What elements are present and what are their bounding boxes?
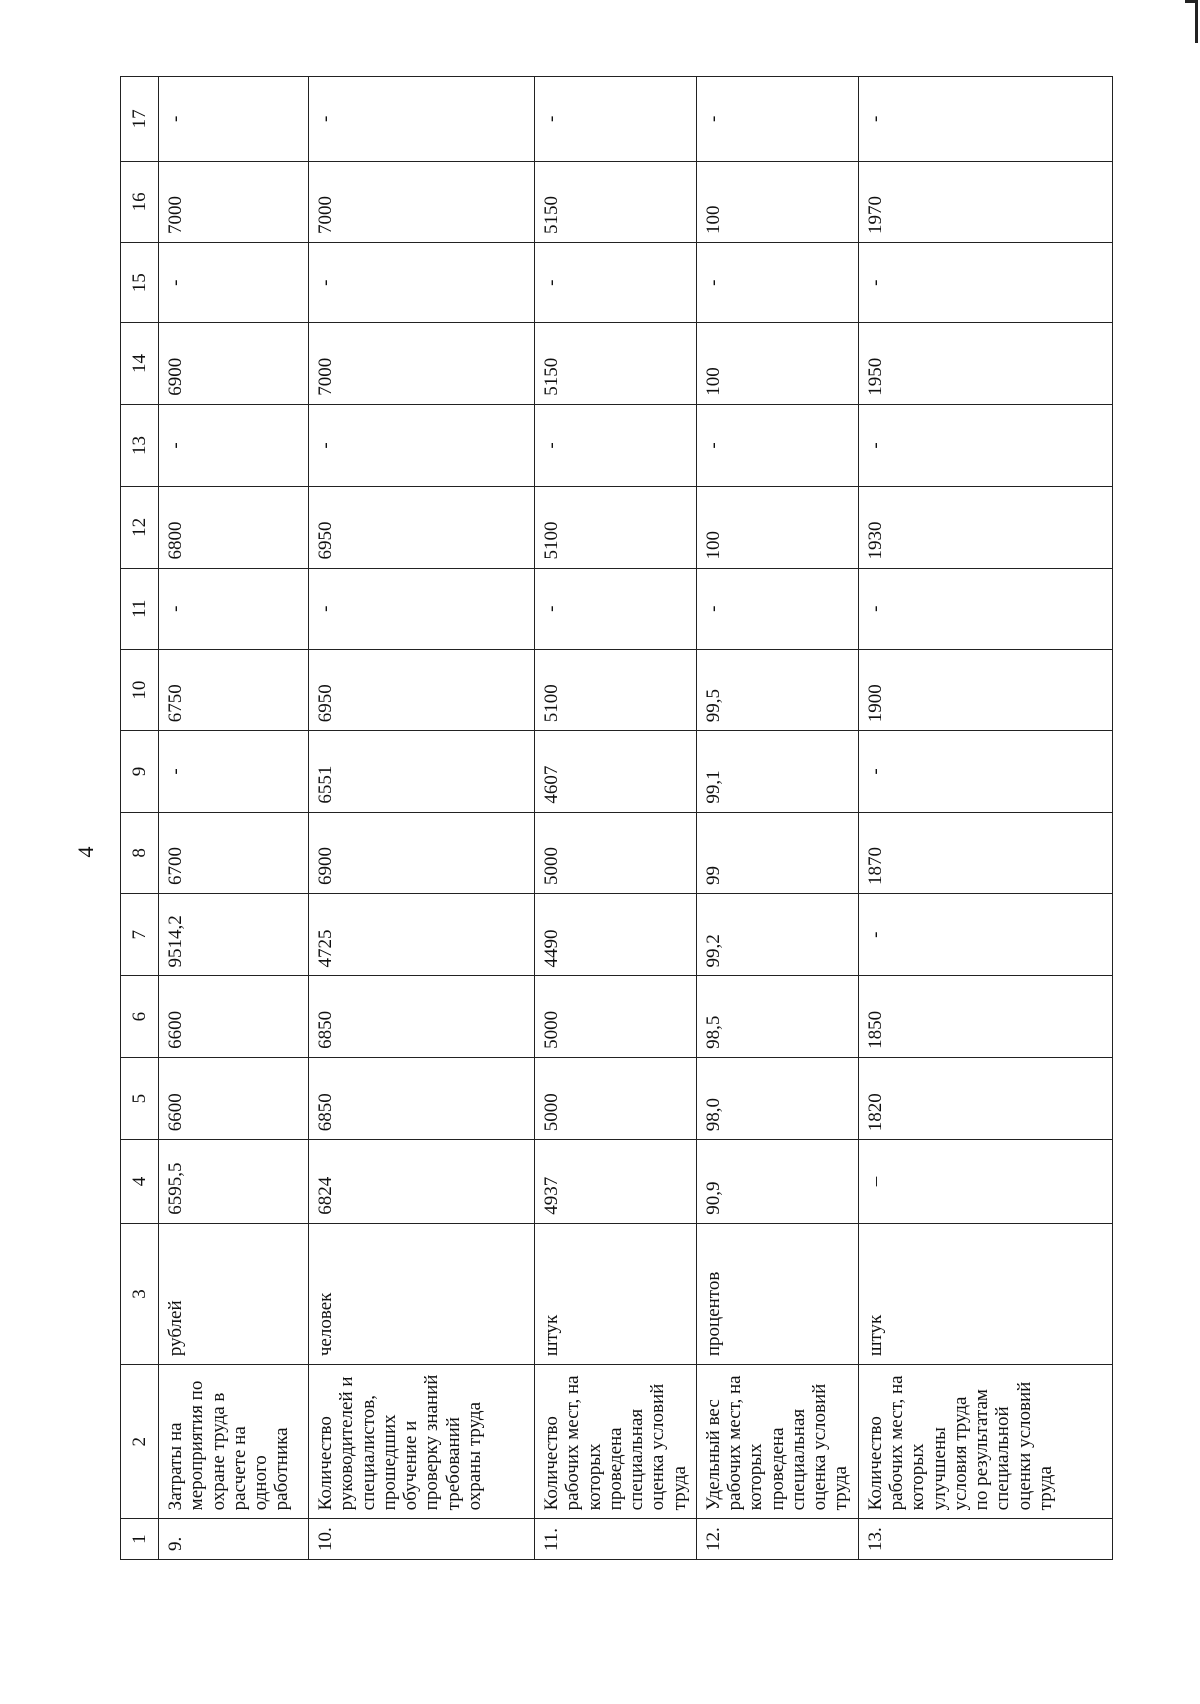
table-row	[535, 77, 697, 1560]
value-cell: 90,9	[696, 1140, 858, 1224]
column-header: 6	[121, 976, 159, 1057]
table-row	[309, 77, 535, 1560]
value-cell: -	[159, 77, 309, 162]
row-number-cell: 12.	[696, 1519, 858, 1560]
column-header: 16	[121, 161, 159, 242]
value-cell: -	[309, 243, 535, 323]
value-cell: 100	[696, 323, 858, 404]
value-cell: 5150	[535, 161, 697, 242]
value-cell: 5150	[535, 323, 697, 404]
value-cell: -	[535, 568, 697, 649]
value-cell: 7000	[309, 323, 535, 404]
value-cell: 99,5	[696, 649, 858, 730]
page-number: 4	[73, 846, 98, 858]
table-row	[696, 77, 858, 1560]
value-cell: 5000	[535, 812, 697, 893]
value-cell: -	[858, 731, 1112, 812]
row-number-cell: 9.	[159, 1519, 309, 1560]
value-cell: 4490	[535, 894, 697, 976]
value-cell: 1850	[858, 976, 1112, 1057]
unit-cell: штук	[535, 1223, 697, 1364]
value-cell: 4725	[309, 894, 535, 976]
column-header: 7	[121, 894, 159, 976]
column-header: 14	[121, 323, 159, 404]
column-header: 12	[121, 487, 159, 568]
column-header: 8	[121, 812, 159, 893]
unit-cell: штук	[858, 1223, 1112, 1364]
value-cell: 1820	[858, 1057, 1112, 1139]
value-cell: -	[858, 77, 1112, 162]
value-cell: 4937	[535, 1140, 697, 1224]
row-number-cell: 11.	[535, 1519, 697, 1560]
value-cell: -	[696, 77, 858, 162]
value-cell: 100	[696, 487, 858, 568]
value-cell: 6595,5	[159, 1140, 309, 1224]
value-cell: –	[858, 1140, 1112, 1224]
table-header-row	[121, 77, 159, 1560]
indicator-name-cell: Количество рабочих мест, на которых улучшены условия труда по результатам специальной оценки условий труда	[858, 1365, 1112, 1519]
column-header: 3	[121, 1223, 159, 1364]
value-cell: -	[309, 568, 535, 649]
unit-cell: процентов	[696, 1223, 858, 1364]
column-header: 2	[121, 1365, 159, 1519]
value-cell: 6600	[159, 976, 309, 1057]
value-cell: -	[159, 568, 309, 649]
value-cell: 99	[696, 812, 858, 893]
table-row	[159, 77, 309, 1560]
value-cell: 100	[696, 161, 858, 242]
value-cell: -	[309, 77, 535, 162]
value-cell: -	[309, 404, 535, 486]
value-cell: -	[858, 243, 1112, 323]
value-cell: 6551	[309, 731, 535, 812]
value-cell: -	[696, 404, 858, 486]
value-cell: -	[159, 731, 309, 812]
indicators-table	[120, 76, 1113, 1560]
column-header: 9	[121, 731, 159, 812]
column-header: 4	[121, 1140, 159, 1224]
column-header: 1	[121, 1519, 159, 1560]
indicator-name-cell: Затраты на мероприятия по охране труда в расчете на одного работника	[159, 1365, 309, 1519]
indicator-name-cell: Количество руководителей и специалистов, прошедших обучение и проверку знаний требований охраны труда	[309, 1365, 535, 1519]
value-cell: 1930	[858, 487, 1112, 568]
row-number-cell: 13.	[858, 1519, 1112, 1560]
value-cell: 1870	[858, 812, 1112, 893]
value-cell: -	[159, 243, 309, 323]
value-cell: 6800	[159, 487, 309, 568]
value-cell: 1950	[858, 323, 1112, 404]
value-cell: 6950	[309, 487, 535, 568]
value-cell: 6824	[309, 1140, 535, 1224]
value-cell: 6700	[159, 812, 309, 893]
rotated-table-container	[120, 76, 1106, 1560]
indicator-name-cell: Удельный вес рабочих мест, на которых проведена специальная оценка условий труда	[696, 1365, 858, 1519]
value-cell: 6950	[309, 649, 535, 730]
row-number-cell: 10.	[309, 1519, 535, 1560]
column-header: 13	[121, 404, 159, 486]
value-cell: -	[535, 243, 697, 323]
value-cell: -	[535, 77, 697, 162]
value-cell: 6850	[309, 976, 535, 1057]
value-cell: 5100	[535, 487, 697, 568]
value-cell: 5000	[535, 976, 697, 1057]
value-cell: 98,0	[696, 1057, 858, 1139]
value-cell: 7000	[309, 161, 535, 242]
value-cell: -	[858, 894, 1112, 976]
value-cell: -	[858, 568, 1112, 649]
indicator-name-cell: Количество рабочих мест, на которых проведена специальная оценка условий труда	[535, 1365, 697, 1519]
value-cell: 7000	[159, 161, 309, 242]
unit-cell: рублей	[159, 1223, 309, 1364]
value-cell: -	[159, 404, 309, 486]
value-cell: 99,2	[696, 894, 858, 976]
value-cell: 6850	[309, 1057, 535, 1139]
value-cell: 1970	[858, 161, 1112, 242]
unit-cell: человек	[309, 1223, 535, 1364]
column-header: 5	[121, 1057, 159, 1139]
value-cell: 4607	[535, 731, 697, 812]
table-row	[858, 77, 1112, 1560]
value-cell: 99,1	[696, 731, 858, 812]
value-cell: 1900	[858, 649, 1112, 730]
corner-bracket-mark	[1185, 0, 1198, 43]
value-cell: 5000	[535, 1057, 697, 1139]
value-cell: 6900	[309, 812, 535, 893]
value-cell: 6750	[159, 649, 309, 730]
value-cell: 9514,2	[159, 894, 309, 976]
column-header: 17	[121, 77, 159, 162]
column-header: 10	[121, 649, 159, 730]
column-header: 11	[121, 568, 159, 649]
value-cell: -	[858, 404, 1112, 486]
value-cell: 98,5	[696, 976, 858, 1057]
value-cell: 6900	[159, 323, 309, 404]
column-header: 15	[121, 243, 159, 323]
value-cell: -	[696, 243, 858, 323]
value-cell: -	[696, 568, 858, 649]
value-cell: 6600	[159, 1057, 309, 1139]
value-cell: -	[535, 404, 697, 486]
value-cell: 5100	[535, 649, 697, 730]
